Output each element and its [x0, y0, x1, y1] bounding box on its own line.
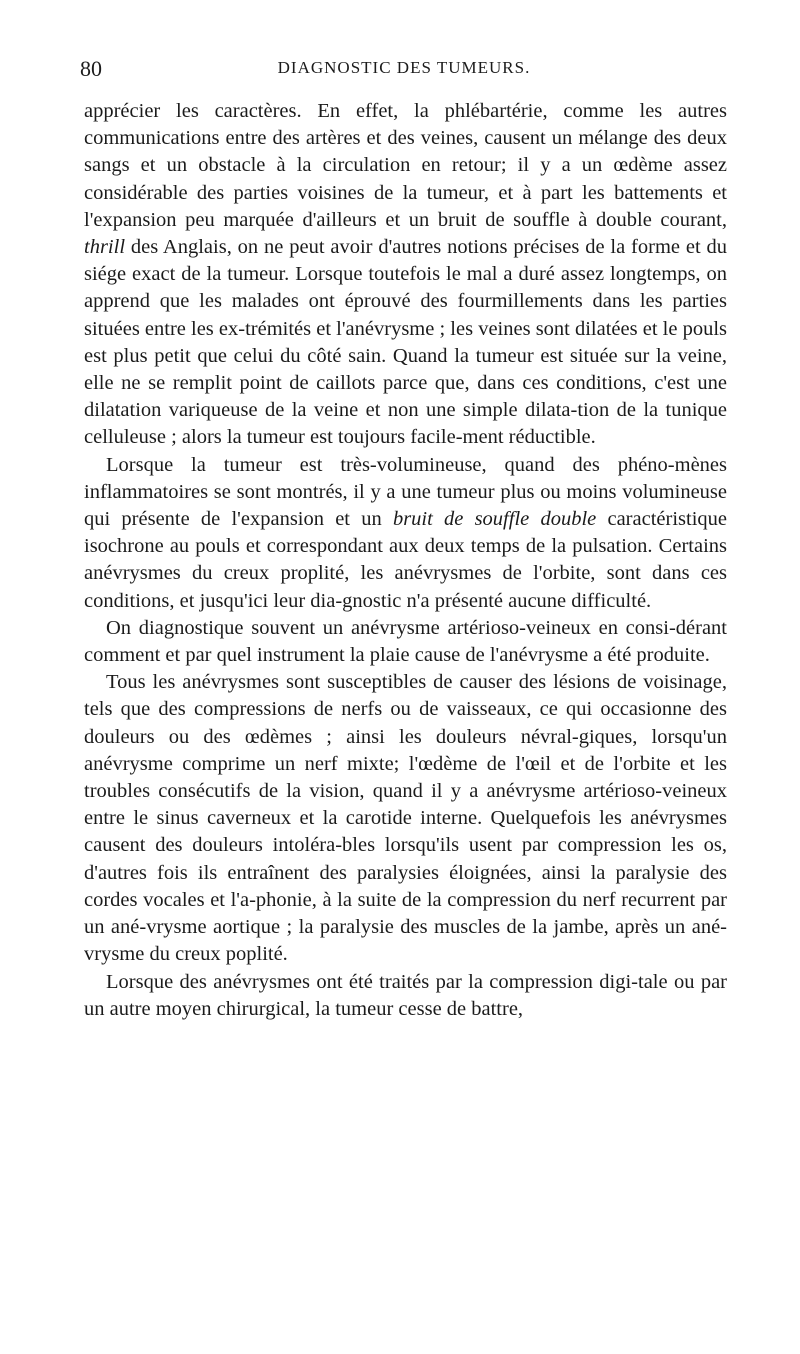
paragraph-3: [84, 615, 727, 669]
italic-phrase: bruit de souffle double: [392, 508, 597, 531]
text-run: Lorsque des anévrysmes ont été traités par la compression digi-tale ou par un autre moyen chirurgical, la tumeur cesse de battre,: [84, 970, 727, 1020]
paragraph-4: [84, 669, 727, 968]
paragraph-1: [84, 98, 727, 452]
body-text: [84, 98, 727, 1023]
running-head: [80, 56, 728, 86]
text-run: caractéristique isochrone au pouls et correspondant aux deux temps de la pulsation. Certains anévrysmes du creux proplité, les anévrysmes de l'orbite, sont dans ces conditions, et jusqu'ici leur dia-gnostic n'a présenté aucune difficulté.: [84, 508, 727, 612]
text-run: des Anglais, on ne peut avoir d'autres notions précises de la forme et du siége exact de la tumeur. Lorsque toutefois le mal a duré assez longtemps, on apprend que les malades ont éprouvé des fourmillements dans les parties situées entre les ex-trémités et l'anévrysme ; les veines sont dilatées et le pouls est plus petit que celui du côté sain. Quand la tumeur est située sur la veine, elle ne se remplit point de caillots parce que, dans ces conditions, c'est une dilatation variqueuse de la veine et non une simple dilata-tion de la tunique celluleuse ; alors la tumeur est toujours facile-ment réductible.: [84, 236, 727, 449]
page-number: 80: [80, 56, 102, 81]
running-title: DIAGNOSTIC DES TUMEURS.: [277, 58, 531, 77]
italic-phrase: thrill: [84, 236, 126, 259]
text-run: Lorsque la tumeur est très-volumineuse, quand des phéno-mènes inflammatoires se sont montrés, il y a une tumeur plus ou moins volumineuse qui présente de l'expansion et un: [84, 453, 727, 531]
text-run: Tous les anévrysmes sont susceptibles de causer des lésions de voisinage, tels que des compressions de nerfs ou de vaisseaux, ce qui occasionne des douleurs ou des œdèmes ; ainsi les douleurs névral-giques, lorsqu'un anévrysme comprime un nerf mixte; l'œdème de l'œil et de l'orbite et les troubles consécutifs de la vision, quand il y a anévrysme artérioso-veineux entre le sinus caverneux et la carotide interne. Quelquefois les anévrysmes causent des douleurs intoléra-bles lorsqu'ils usent par compression les os, d'autres fois ils entraînent des paralysies éloignées, ainsi la paralysie des cordes vocales et l'a-phonie, à la suite de la compression du nerf recurrent par un ané-vrysme aortique ; la paralysie des muscles de la jambe, après un ané-vrysme du creux poplité.: [84, 671, 727, 966]
text-run: On diagnostique souvent un anévrysme artérioso-veineux en consi-dérant comment et par quel instrument la plaie cause de l'anévrysme a été produite.: [84, 616, 727, 667]
text-run: apprécier les caractères. En effet, la phlébartérie, comme les autres communications entre des artères et des veines, causent un mélange des deux sangs et un obstacle à la circulation en retour; il y a un œdème assez considérable des parties voisines de la tumeur, et à part les battements et l'expansion peu marquée d'ailleurs et un bruit de souffle à double courant,: [84, 100, 727, 231]
paragraph-2: [84, 452, 727, 615]
paragraph-5: [84, 969, 727, 1023]
